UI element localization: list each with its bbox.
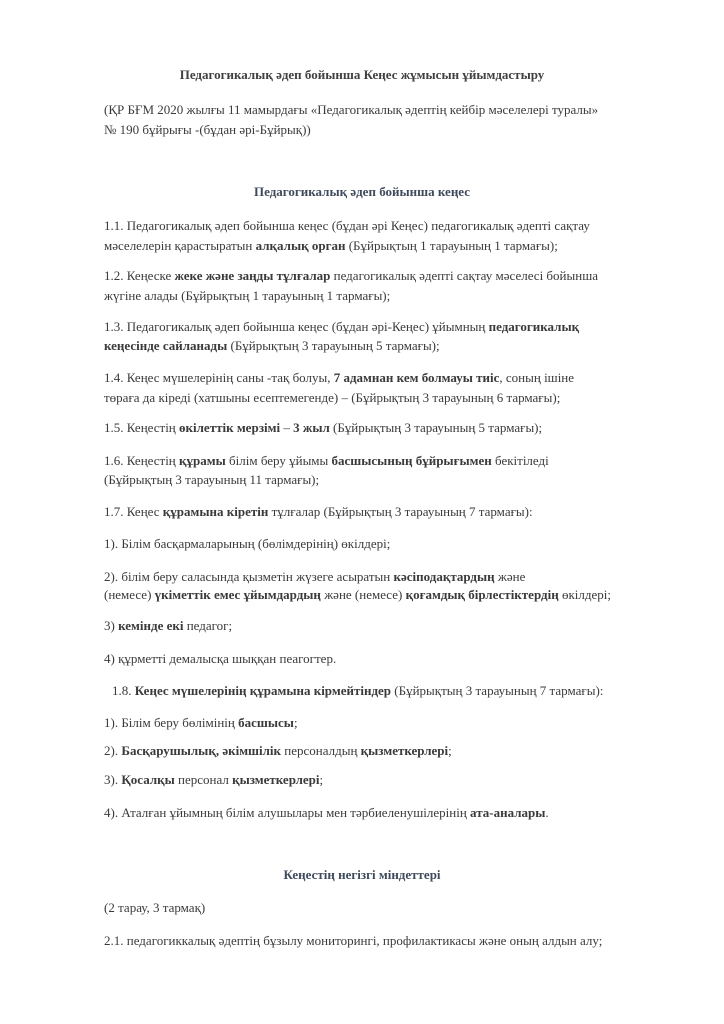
paragraph-1-6-line-2: (Бұйрықтың 3 тарауының 11 тармағы); [104, 472, 320, 487]
source-reference-line-2: № 190 бұйрығы -(бұдан әрі-Бұйрық)) [104, 122, 311, 137]
list-item-1-7-1: 1). Білім басқармаларының (бөлімдерінің) өкілдері; [104, 536, 391, 551]
source-reference-line-1: (ҚР БҒМ 2020 жылғы 11 мамырдағы «Педагогикалық әдептің кейбір мәселелері туралы» [104, 102, 599, 117]
paragraph-1-4-line-1: 1.4. Кеңес мүшелерінің саны -тақ болуы, 7 адамнан кем болмауы тиіс, соның ішіне [104, 370, 575, 385]
list-item-1-8-2: 2). Басқарушылық, әкімшілік персоналдың қызметкерлері; [104, 743, 452, 758]
list-item-1-7-4: 4) құрметті демалысқа шыққан пеагогтер. [104, 651, 337, 666]
paragraph-1-1-line-1: 1.1. Педагогикалық әдеп бойынша кеңес (бұдан әрі Кеңес) педагогикалық әдепті сақтау [104, 218, 590, 233]
paragraph-1-4-line-2: төрағa да кіреді (хатшыны есептемегенде) – (Бұйрықтың 3 тарауының 6 тармағы); [104, 390, 561, 405]
paragraph-1-5: 1.5. Кеңестің өкілеттік мерзімі – 3 жыл (Бұйрықтың 3 тарауының 5 тармағы); [104, 420, 543, 435]
list-item-1-8-3: 3). Қосалқы персонал қызметкерлері; [104, 772, 324, 787]
paragraph-1-3-line-1: 1.3. Педагогикалық әдеп бойынша кеңес (бұдан әрі-Кеңес) ұйымның педагогикалық [104, 319, 580, 334]
paragraph-1-3-line-2: кеңесінде сайланады (Бұйрықтың 3 тарауының 5 тармағы); [104, 338, 440, 353]
paragraph-1-6-line-1: 1.6. Кеңестің құрамы білім беру ұйымы басшысының бұйрығымен бекітіледі [104, 453, 549, 468]
paragraph-1-2-line-2: жүгіне алады (Бұйрықтың 1 тарауының 1 тармағы); [104, 288, 391, 303]
section-heading-council: Педагогикалық әдеп бойынша кеңес [253, 184, 471, 199]
section-heading-main-tasks: Кеңестің негізгі міндеттері [283, 867, 441, 882]
paragraph-1-2-line-1: 1.2. Кеңеске жеке және заңды тұлғалар педагогикалық әдепті сақтау мәселесі бойынша [104, 268, 598, 283]
list-item-1-7-3: 3) кемінде екі педагог; [104, 618, 233, 633]
paragraph-1-8: 1.8. Кеңес мүшелерінің құрамына кірмейтіндер (Бұйрықтың 3 тарауының 7 тармағы): [112, 683, 604, 698]
document-title: Педагогикалық әдеп бойынша Кеңес жұмысын ұйымдастыру [179, 67, 545, 82]
section-2-reference: (2 тарау, 3 тармақ) [104, 900, 206, 915]
list-item-1-8-1: 1). Білім беру бөлімінің басшысы; [104, 715, 298, 730]
list-item-1-8-4: 4). Аталған ұйымның білім алушылары мен тәрбиеленушілерінің ата-аналары. [104, 805, 549, 820]
list-item-1-7-2-line-2: (немесе) үкіметтік емес ұйымдардың және (немесе) қоғамдық бірлестіктердің өкілдері; [104, 587, 611, 602]
paragraph-1-1-line-2: мәселелерін қарастыратын алқалық орган (Бұйрықтың 1 тарауының 1 тармағы); [104, 238, 558, 253]
paragraph-2-1: 2.1. педагогиккалық әдептің бұзылу мониторингі, профилактикасы және оның алдын алу; [104, 933, 603, 948]
list-item-1-7-2-line-1: 2). білім беру саласында қызметін жүзеге асыратын кәсіподақтардың және [104, 569, 526, 584]
paragraph-1-7: 1.7. Кеңес құрамына кіретін тұлғалар (Бұйрықтың 3 тарауының 7 тармағы): [104, 504, 533, 519]
